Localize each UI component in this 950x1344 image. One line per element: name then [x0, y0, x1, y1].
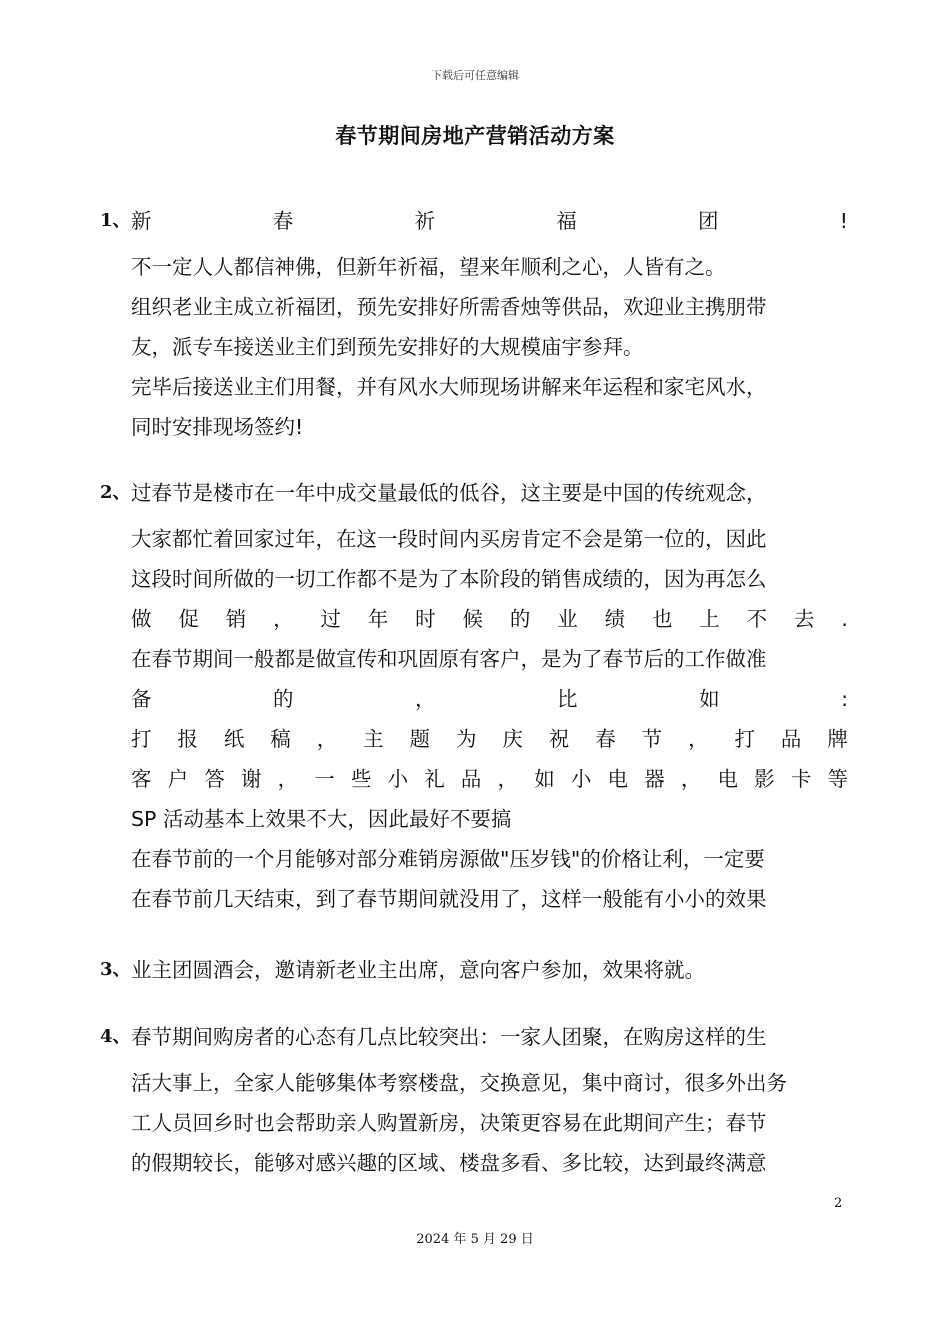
text-line: 业主团圆酒会，邀请新老业主出席，意向客户参加，效果将就。: [131, 958, 705, 982]
item-number: 4、: [100, 1026, 131, 1047]
item-number: 2、: [100, 482, 131, 503]
text-line: 客 户 答 谢 ， 一 些 小 礼 品 ， 如 小 电 器 ， 电 影 卡 等: [131, 767, 848, 791]
text-line: 打 报 纸 稿 ， 主 题 为 庆 祝 春 节 ， 打 品 牌: [131, 727, 848, 751]
item-number: 1、: [100, 210, 131, 231]
text-line: 大家都忙着回家过年，在这一段时间内买房肯定不会是第一位的，因此: [131, 527, 767, 551]
text-line: 完毕后接送业主们用餐，并有风水大师现场讲解来年运程和家宅风水，: [131, 375, 767, 399]
text-line: SP 活动基本上效果不大，因此最好不要搞: [131, 807, 512, 831]
footer-date: 2024 年 5 月 29 日: [416, 1232, 534, 1247]
page-header-note: 下载后可任意编辑: [431, 69, 519, 82]
page-number: 2: [834, 1196, 843, 1211]
text-line: 不一定人人都信神佛，但新年祈福，望来年顺利之心，人皆有之。: [131, 255, 726, 279]
text-line: 这段时间所做的一切工作都不是为了本阶段的销售成绩的，因为再怎么: [131, 567, 767, 591]
text-line: 工人员回乡时也会帮助亲人购置新房，决策更容易在此期间产生；春节: [131, 1111, 767, 1135]
text-line: 春节期间购房者的心态有几点比较突出：一家人团聚，在购房这样的生: [131, 1025, 767, 1049]
text-line: 在春节前的一个月能够对部分难销房源做"压岁钱"的价格让利，一定要: [131, 847, 765, 871]
text-line: 在春节期间一般都是做宣传和巩固原有客户，是为了春节后的工作做准: [131, 647, 767, 671]
text-line: 活大事上，全家人能够集体考察楼盘，交换意见，集中商讨，很多外出务: [131, 1071, 787, 1095]
text-line: 做 促 销 ， 过 年 时 候 的 业 绩 也 上 不 去 .: [131, 607, 848, 631]
item-number: 3、: [100, 959, 131, 980]
text-line: 友，派专车接送业主们到预先安排好的大规模庙宇参拜。: [131, 335, 644, 359]
text-line: 的假期较长，能够对感兴趣的区域、楼盘多看、多比较，达到最终满意: [131, 1151, 767, 1175]
text-line: 新 春 祈 福 团 !: [131, 209, 848, 233]
text-line: 备 的 ， 比 如 :: [131, 687, 848, 711]
text-line: 组织老业主成立祈福团，预先安排好所需香烛等供品，欢迎业主携朋带: [131, 295, 767, 319]
document-title: 春节期间房地产营销活动方案: [335, 124, 615, 148]
text-line: 同时安排现场签约!: [131, 415, 304, 439]
text-line: 在春节前几天结束，到了春节期间就没用了，这样一般能有小小的效果: [131, 887, 767, 911]
text-line: 过春节是楼市在一年中成交量最低的低谷，这主要是中国的传统观念，: [131, 481, 767, 505]
